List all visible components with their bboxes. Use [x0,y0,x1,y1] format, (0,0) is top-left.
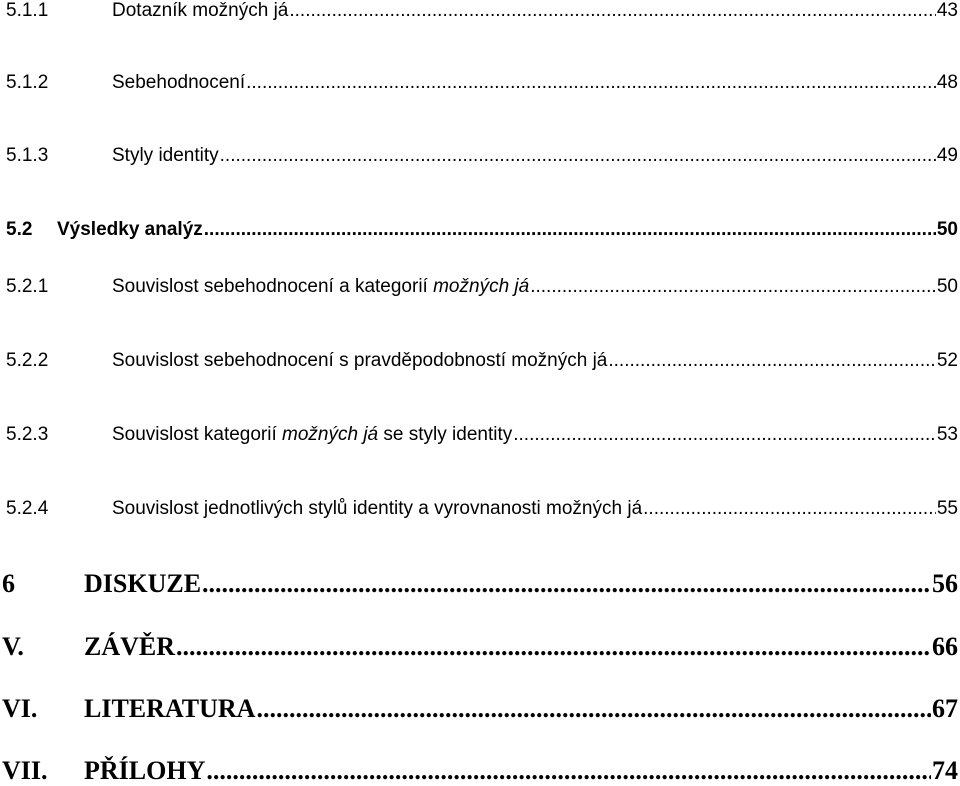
toc-entry-page: 50 [936,276,958,297]
dot-leader [643,498,936,520]
toc-entry-number: 5.2 [6,219,33,240]
toc-entry-page: 43 [936,0,958,21]
toc-entry-title: Výsledky analýz [57,219,203,240]
dot-leader [246,72,936,94]
toc-entry-title: LITERATURA [84,694,256,723]
toc-entry-title-italic: možných já [433,276,530,297]
dot-leader [513,424,936,446]
toc-entry-title: Souvislost jednotlivých stylů identity a vyrovnanosti možných já [112,498,643,519]
toc-entry-title: DISKUZE [84,569,202,598]
toc-entry-title-after: se styly identity [378,424,513,445]
toc-entry-page: 55 [936,498,958,519]
toc-entry-number: 5.2.2 [6,350,49,371]
toc-entry-5-1-1[interactable] [0,0,960,22]
dot-leader [220,145,936,167]
dot-leader [204,219,936,241]
toc-entry-5-2-2[interactable] [0,350,960,372]
toc-entry-v[interactable] [0,632,960,662]
toc-entry-number: VII. [2,756,48,785]
toc-entry-page: 56 [932,569,958,598]
toc-entry-page: 52 [936,350,958,371]
toc-entry-number: 5.1.3 [6,145,49,166]
toc-entry-6[interactable] [0,569,960,599]
toc-entry-5-2-4[interactable] [0,498,960,520]
toc-entry-title [112,424,512,446]
toc-entry-page: 53 [936,424,958,445]
toc-entry-page: 49 [936,145,958,166]
toc-entry-title-plain: Souvislost sebehodnocení a kategorií [112,276,434,297]
dot-leader [206,756,931,786]
toc-entry-number: 6 [2,569,15,598]
toc-entry-number: 5.2.4 [6,498,49,519]
toc-entry-number: 5.2.1 [6,276,49,297]
dot-leader [202,569,931,599]
toc-entry-number: VI. [2,694,38,723]
toc-entry-page: 67 [932,694,958,723]
toc-entry-title [112,276,529,298]
toc-entry-5-2-3[interactable] [0,424,960,446]
toc-entry-5-1-3[interactable] [0,145,960,167]
toc-entry-page: 50 [936,219,958,240]
toc-entry-5-2-1[interactable] [0,276,960,298]
toc-entry-page: 66 [932,632,958,661]
toc-entry-title: Styly identity [112,145,219,166]
toc-entry-vii[interactable] [0,756,960,786]
dot-leader [608,350,935,372]
toc-entry-vi[interactable] [0,694,960,724]
toc-entry-5-2[interactable] [0,219,960,241]
dot-leader [176,632,931,662]
toc-entry-title: PŘÍLOHY [84,756,206,785]
toc-entry-page: 48 [936,72,958,93]
toc-entry-number: 5.1.2 [6,72,49,93]
toc-entry-title: Dotazník možných já [112,0,289,21]
toc-entry-number: V. [2,632,24,661]
dot-leader [530,276,936,298]
toc-entry-number: 5.1.1 [6,0,49,21]
toc-entry-title: Souvislost sebehodnocení s pravděpodobností možných já [112,350,608,371]
dot-leader [256,694,931,724]
toc-entry-title-italic: možných já [282,424,379,445]
toc-entry-title: Sebehodnocení [112,72,246,93]
dot-leader [289,0,936,22]
toc-entry-number: 5.2.3 [6,424,49,445]
toc-entry-5-1-2[interactable] [0,72,960,94]
toc-entry-page: 74 [932,756,958,785]
toc-entry-title-plain: Souvislost kategorií [112,424,283,445]
toc-entry-title: ZÁVĚR [84,632,176,661]
